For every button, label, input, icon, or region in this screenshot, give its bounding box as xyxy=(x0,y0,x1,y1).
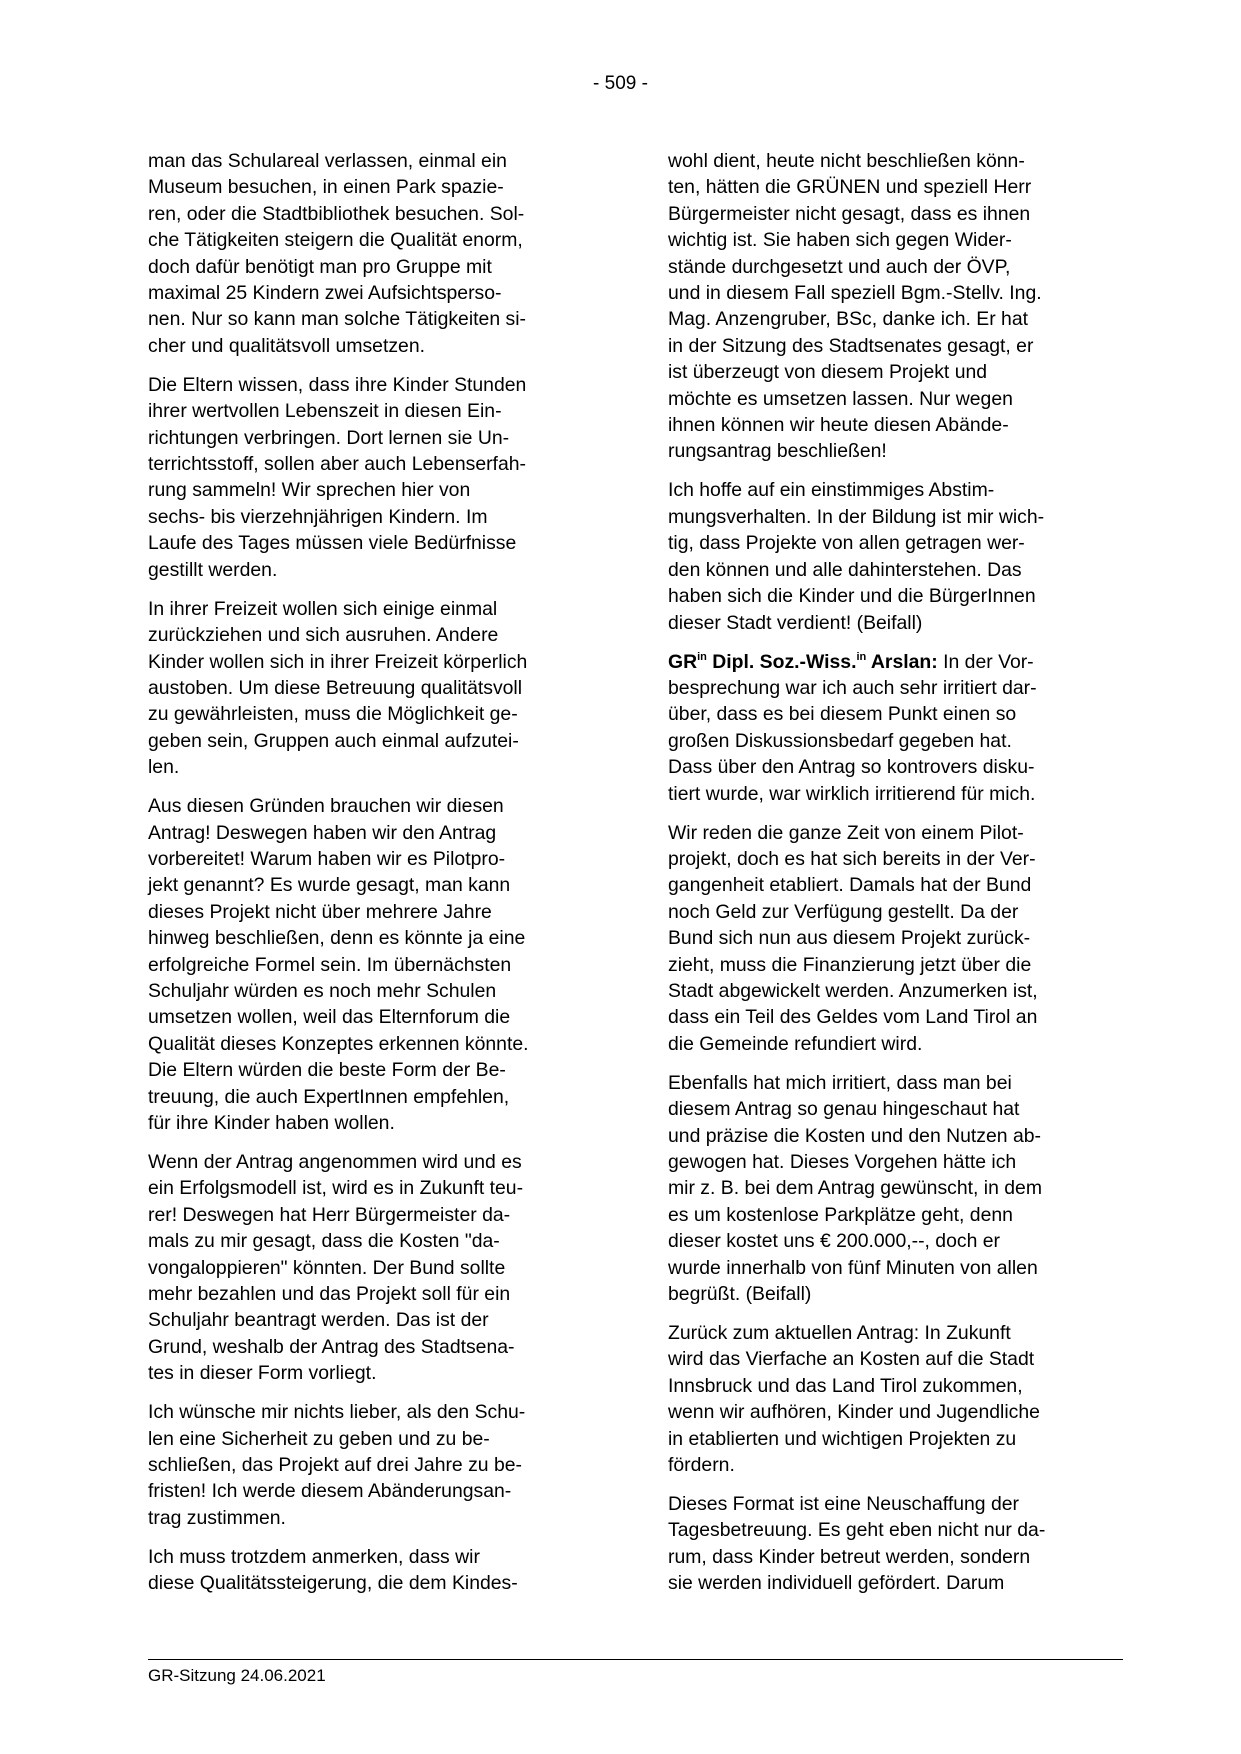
text-line: ren, oder die Stadtbibliothek besuchen. Sol- xyxy=(148,202,525,225)
text-line: Schuljahr würden es noch mehr Schulen xyxy=(148,979,497,1002)
text-line: Grund, weshalb der Antrag des Stadtsena- xyxy=(148,1335,515,1358)
paragraph xyxy=(148,1399,596,1531)
paragraph xyxy=(148,793,596,1136)
text-line: mir z. B. bei dem Antrag gewünscht, in dem xyxy=(668,1177,1042,1200)
text-line: maximal 25 Kindern zwei Aufsichtsperso- xyxy=(148,282,502,305)
footer-session-date: GR-Sitzung 24.06.2021 xyxy=(148,1666,326,1685)
text-line: Die Eltern wissen, dass ihre Kinder Stunden xyxy=(148,373,527,396)
text-line: wenn wir aufhören, Kinder und Jugendliche xyxy=(668,1401,1040,1424)
speaker-line xyxy=(668,649,1116,675)
text-line: treuung, die auch ExpertInnen empfehlen, xyxy=(148,1085,510,1108)
text-line: Wenn der Antrag angenommen wird und es xyxy=(148,1151,522,1173)
text-line: fristen! Ich werde diesem Abänderungsan- xyxy=(148,1480,512,1503)
text-line: vorbereitet! Warum haben wir es Pilotpro- xyxy=(148,847,506,870)
text-line: dieser kostet uns € 200.000,--, doch er xyxy=(668,1230,1000,1253)
text-line: Antrag! Deswegen haben wir den Antrag xyxy=(148,821,497,844)
text-line: Dass über den Antrag so kontrovers disku- xyxy=(668,756,1035,779)
page-number: - 509 - xyxy=(593,73,648,94)
text-line: wurde innerhalb von fünf Minuten von allen xyxy=(668,1256,1038,1279)
text-line: schließen, das Projekt auf drei Jahre zu be- xyxy=(148,1454,522,1477)
text-line: diesem Antrag so genau hingeschaut hat xyxy=(668,1098,1020,1121)
text-line: mungsverhalten. In der Bildung ist mir wich- xyxy=(668,505,1045,528)
paragraph xyxy=(148,1544,596,1597)
text-line: Stadt abgewickelt werden. Anzumerken ist, xyxy=(668,979,1038,1002)
text-line: Wir reden die ganze Zeit von einem Pilot- xyxy=(668,821,1024,844)
text-line: Innsbruck und das Land Tirol zukommen, xyxy=(668,1374,1023,1397)
speaker-degree: Dipl. Soz.-Wiss. xyxy=(706,650,857,673)
paragraph xyxy=(668,820,1116,1058)
text-line: besprechung war ich auch sehr irritiert dar- xyxy=(668,676,1037,699)
text-line: ten, hätten die GRÜNEN und speziell Herr xyxy=(668,176,1032,199)
text-line: fördern. xyxy=(668,1454,735,1477)
text-line: sie werden individuell gefördert. Darum xyxy=(668,1572,1005,1595)
text-line: gestillt werden. xyxy=(148,558,278,581)
paragraph xyxy=(668,1491,1116,1597)
text-line: mehr bezahlen und das Projekt soll für ein xyxy=(148,1283,511,1306)
text-line: nen. Nur so kann man solche Tätigkeiten si- xyxy=(148,308,526,331)
text-line: ihrer wertvollen Lebenszeit in diesen Ein- xyxy=(148,400,502,423)
text-line: erfolgreiche Formel sein. Im übernächsten xyxy=(148,953,512,976)
text-line: Ich muss trotzdem anmerken, dass wir xyxy=(148,1545,480,1568)
text-line: Aus diesen Gründen brauchen wir diesen xyxy=(148,795,504,818)
text-line: wichtig ist. Sie haben sich gegen Wider- xyxy=(668,229,1012,252)
text-line: doch dafür benötigt man pro Gruppe mit xyxy=(148,255,492,278)
text-line: Ebenfalls hat mich irritiert, dass man bei xyxy=(668,1071,1012,1094)
footer-divider xyxy=(148,1659,1123,1660)
text-line: hinweg beschließen, denn es könnte ja eine xyxy=(148,927,526,950)
paragraph xyxy=(668,1070,1116,1308)
text-line: projekt, doch es hat sich bereits in der Ver- xyxy=(668,847,1036,870)
text-line: Zurück zum aktuellen Antrag: In Zukunft xyxy=(668,1322,1011,1345)
text-line: len eine Sicherheit zu geben und zu be- xyxy=(148,1427,490,1450)
text-line: zu gewährleisten, muss die Möglichkeit ge- xyxy=(148,703,518,726)
text-line: zieht, muss die Finanzierung jetzt über die xyxy=(668,953,1032,976)
text-line: ist überzeugt von diesem Projekt und xyxy=(668,361,988,384)
text-line: stände durchgesetzt und auch der ÖVP, xyxy=(668,255,1011,278)
text-line: terrichtsstoff, sollen aber auch Lebenserfah- xyxy=(148,453,526,476)
speaker-paragraph xyxy=(668,649,1116,807)
speaker-name xyxy=(668,651,938,673)
text-line: in etablierten und wichtigen Projekten zu xyxy=(668,1427,1017,1450)
text-line: geben sein, Gruppen auch einmal aufzutei- xyxy=(148,729,519,752)
text-line: richtungen verbringen. Dort lernen sie Un- xyxy=(148,426,510,449)
text-line: rum, dass Kinder betreut werden, sondern xyxy=(668,1545,1031,1568)
text-line: Schuljahr beantragt werden. Das ist der xyxy=(148,1309,489,1332)
speaker-title: GR xyxy=(668,650,698,673)
text-line: Bund sich nun aus diesem Projekt zurück- xyxy=(668,927,1031,950)
text-line: und in diesem Fall speziell Bgm.-Stellv. Ing. xyxy=(668,282,1042,305)
text-line: sechs- bis vierzehnjährigen Kindern. Im xyxy=(148,505,488,528)
speaker-suffix: in xyxy=(697,650,707,663)
paragraph xyxy=(668,1320,1116,1478)
text-line: rung sammeln! Wir sprechen hier von xyxy=(148,479,471,502)
text-line: che Tätigkeiten steigern die Qualität enorm, xyxy=(148,229,523,252)
text-line: Dieses Format ist eine Neuschaffung der xyxy=(668,1493,1020,1516)
text-line: Kinder wollen sich in ihrer Freizeit körperlich xyxy=(148,650,528,673)
paragraph xyxy=(148,596,596,781)
text-line: gangenheit etabliert. Damals hat der Bund xyxy=(668,874,1032,897)
text-line: ihnen können wir heute diesen Abände- xyxy=(668,414,1009,437)
speaker-surname: Arslan: xyxy=(866,650,938,673)
text-line: len. xyxy=(148,756,180,779)
text-line: mals zu mir gesagt, dass die Kosten "da- xyxy=(148,1230,500,1253)
text-line: wohl dient, heute nicht beschließen könn- xyxy=(668,150,1025,172)
text-line: umsetzen wollen, weil das Elternforum die xyxy=(148,1006,511,1029)
text-line: austoben. Um diese Betreuung qualitätsvoll xyxy=(148,676,523,699)
text-line: in der Sitzung des Stadtsenates gesagt, er xyxy=(668,334,1034,357)
text-line: die Gemeinde refundiert wird. xyxy=(668,1032,923,1055)
text-line: haben sich die Kinder und die BürgerInnen xyxy=(668,585,1036,608)
text-line: für ihre Kinder haben wollen. xyxy=(148,1112,395,1134)
paragraph xyxy=(668,148,1116,465)
text-line: dieses Projekt nicht über mehrere Jahre xyxy=(148,900,492,923)
text-line: Bürgermeister nicht gesagt, dass es ihnen xyxy=(668,202,1031,225)
text-line: cher und qualitätsvoll umsetzen. xyxy=(148,334,426,357)
text-line: dieser Stadt verdient! (Beifall) xyxy=(668,611,923,634)
text-line: tiert wurde, war wirklich irritierend für mich. xyxy=(668,782,1036,805)
text-line: und präzise die Kosten und den Nutzen ab- xyxy=(668,1124,1041,1147)
text-line: dass ein Teil des Geldes vom Land Tirol an xyxy=(668,1006,1038,1029)
text-line: noch Geld zur Verfügung gestellt. Da der xyxy=(668,900,1019,923)
text-line: tig, dass Projekte von allen getragen wer- xyxy=(668,532,1025,555)
left-column xyxy=(148,148,596,1609)
paragraph xyxy=(148,148,596,359)
text-line: vongaloppieren" könnten. Der Bund sollte xyxy=(148,1256,506,1279)
paragraph xyxy=(148,1149,596,1387)
text-line: Mag. Anzengruber, BSc, danke ich. Er hat xyxy=(668,308,1029,331)
text-line: es um kostenlose Parkplätze geht, denn xyxy=(668,1203,1013,1226)
text-line: zurückziehen und sich ausruhen. Andere xyxy=(148,624,499,647)
text-line: den können und alle dahinterstehen. Das xyxy=(668,558,1022,581)
text-line: jekt genannt? Es wurde gesagt, man kann xyxy=(148,874,511,897)
text-line: tes in dieser Form vorliegt. xyxy=(148,1362,377,1385)
speaker-suffix: in xyxy=(856,650,867,663)
text-line: diese Qualitätssteigerung, die dem Kindes- xyxy=(148,1572,518,1595)
text-line: man das Schulareal verlassen, einmal ein xyxy=(148,150,507,172)
text-line: Ich wünsche mir nichts lieber, als den Schu- xyxy=(148,1401,526,1424)
text-line: In ihrer Freizeit wollen sich einige einmal xyxy=(148,597,498,620)
paragraph xyxy=(668,477,1116,635)
text-line: rer! Deswegen hat Herr Bürgermeister da- xyxy=(148,1203,511,1226)
text-line: gewogen hat. Dieses Vorgehen hätte ich xyxy=(668,1151,1017,1173)
text-line: möchte es umsetzen lassen. Nur wegen xyxy=(668,387,1013,410)
text-line: Tagesbetreuung. Es geht eben nicht nur da- xyxy=(668,1519,1046,1542)
text-line: rungsantrag beschließen! xyxy=(668,440,887,463)
text-line: Ich hoffe auf ein einstimmiges Abstim- xyxy=(668,479,995,502)
text-line: begrüßt. (Beifall) xyxy=(668,1283,812,1306)
text-line: über, dass es bei diesem Punkt einen so xyxy=(668,703,1017,726)
paragraph xyxy=(148,372,596,583)
text-line: trag zustimmen. xyxy=(148,1506,286,1529)
text-line: wird das Vierfache an Kosten auf die Stadt xyxy=(668,1348,1035,1371)
text-line: Laufe des Tages müssen viele Bedürfnisse xyxy=(148,532,517,555)
text-line: Qualität dieses Konzeptes erkennen könnte. xyxy=(148,1032,529,1055)
text-line: Die Eltern würden die beste Form der Be- xyxy=(148,1059,506,1082)
text-line: Museum besuchen, in einen Park spazie- xyxy=(148,176,504,199)
speaker-text: In der Vor- xyxy=(937,650,1034,673)
text-line: großen Diskussionsbedarf gegeben hat. xyxy=(668,729,1012,752)
right-column xyxy=(668,148,1116,1609)
text-line: ein Erfolgsmodell ist, wird es in Zukunft teu- xyxy=(148,1177,524,1200)
